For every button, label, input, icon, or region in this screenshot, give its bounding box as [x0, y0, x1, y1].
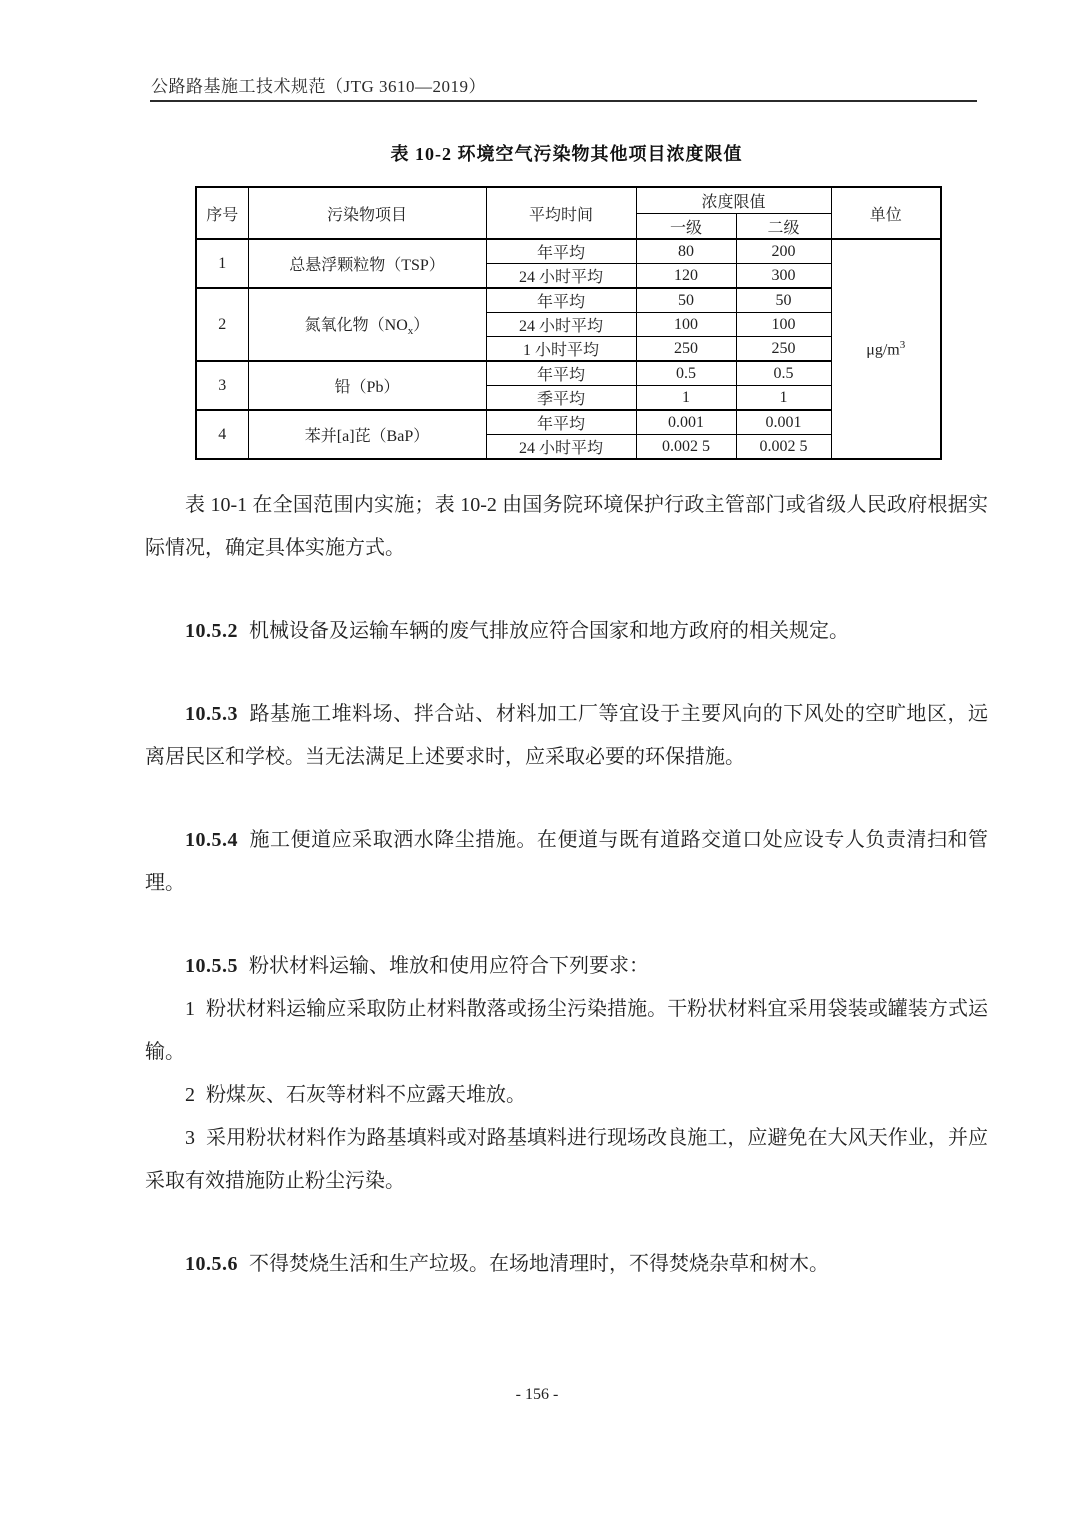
cell-pollutant: 铅（Pb） [248, 361, 486, 410]
cell-level1: 0.001 [636, 410, 736, 435]
note-paragraph: 表 10-1 在全国范围内实施；表 10-2 由国务院环境保护行政主管部门或省级人民政府根据实际情况，确定具体实施方式。 [145, 494, 988, 559]
table-header-row-1 [196, 187, 941, 214]
section-number: 10.5.6 [185, 1253, 238, 1275]
cell-level1: 50 [636, 288, 736, 313]
cell-index: 3 [196, 361, 248, 410]
item-number: 3 [185, 1127, 195, 1149]
cell-index: 1 [196, 239, 248, 288]
running-header: 公路路基施工技术规范（JTG 3610—2019） [151, 77, 487, 96]
item-number: 2 [185, 1084, 195, 1106]
cell-pollutant: 总悬浮颗粒物（TSP） [248, 239, 486, 288]
col-header-level2: 二级 [736, 214, 831, 240]
cell-index: 2 [196, 288, 248, 361]
col-header-index: 序号 [196, 187, 248, 239]
cell-time: 1 小时平均 [486, 337, 636, 362]
section-text: 机械设备及运输车辆的废气排放应符合国家和地方政府的相关规定。 [249, 620, 849, 642]
cell-level2: 200 [736, 239, 831, 264]
item-text: 粉状材料运输应采取防止材料散落或扬尘污染措施。干粉状材料宜采用袋装或罐装方式运输。 [145, 998, 988, 1063]
section-text: 路基施工堆料场、拌合站、材料加工厂等宜设于主要风向的下风处的空旷地区，远离居民区和学校。当无法满足上述要求时，应采取必要的环保措施。 [145, 703, 988, 768]
section-number: 10.5.5 [185, 955, 238, 977]
section-10-5-4 [145, 819, 988, 905]
cell-level2: 250 [736, 337, 831, 362]
unit-value-cell [831, 239, 941, 459]
cell-level2: 0.001 [736, 410, 831, 435]
list-item-2 [145, 1074, 988, 1117]
col-header-pollutant: 污染物项目 [248, 187, 486, 239]
cell-time: 24 小时平均 [486, 264, 636, 289]
cell-time: 24 小时平均 [486, 435, 636, 460]
cell-time: 年平均 [486, 361, 636, 386]
cell-index: 4 [196, 410, 248, 459]
cell-time: 季平均 [486, 386, 636, 411]
section-10-5-3 [145, 693, 988, 779]
table-row [196, 361, 941, 386]
cell-level2: 0.002 5 [736, 435, 831, 460]
col-header-limit: 浓度限值 [636, 187, 831, 214]
cell-pollutant: 氮氧化物$(NO_x)$ [248, 288, 486, 361]
limits-table [195, 186, 942, 460]
cell-time: 年平均 [486, 410, 636, 435]
cell-level2: 1 [736, 386, 831, 411]
list-item-1 [145, 988, 988, 1074]
cell-time: 24 小时平均 [486, 313, 636, 337]
cell-level1: 120 [636, 264, 736, 289]
cell-time: 年平均 [486, 288, 636, 313]
cell-pollutant: 苯并[a]芘（BaP） [248, 410, 486, 459]
list-item-3 [145, 1117, 988, 1203]
section-10-5-6 [145, 1243, 988, 1286]
cell-level1: 1 [636, 386, 736, 411]
header-rule [150, 100, 977, 102]
section-text: 粉状材料运输、堆放和使用应符合下列要求： [249, 955, 649, 977]
cell-level1: 0.5 [636, 361, 736, 386]
section-text: 施工便道应采取洒水降尘措施。在便道与既有道路交道口处应设专人负责清扫和管理。 [145, 829, 988, 894]
section-10-5-5 [145, 945, 988, 988]
cell-level2: 0.5 [736, 361, 831, 386]
item-text: 粉煤灰、石灰等材料不应露天堆放。 [206, 1084, 526, 1106]
section-text: 不得焚烧生活和生产垃圾。在场地清理时，不得焚烧杂草和树木。 [249, 1253, 829, 1275]
col-header-level1: 一级 [636, 214, 736, 240]
section-10-5-2 [145, 610, 988, 653]
unit-base: μg/m [866, 341, 900, 359]
unit-exponent: 3 [899, 338, 906, 351]
table-row [196, 288, 941, 313]
cell-level1: 0.002 5 [636, 435, 736, 460]
item-text: 采用粉状材料作为路基填料或对路基填料进行现场改良施工，应避免在大风天作业，并应采取有效措施防止粉尘污染。 [145, 1127, 988, 1192]
col-header-unit: 单位 [831, 187, 941, 239]
cell-level1: 100 [636, 313, 736, 337]
section-number: 10.5.2 [185, 620, 238, 642]
page-number: - 156 - [515, 1386, 559, 1403]
cell-time: 年平均 [486, 239, 636, 264]
cell-level2: 100 [736, 313, 831, 337]
table-caption: 表 10-2 环境空气污染物其他项目浓度限值 [390, 144, 743, 164]
document-body [145, 140, 988, 1286]
table-row [196, 410, 941, 435]
cell-level2: 300 [736, 264, 831, 289]
item-number: 1 [185, 998, 195, 1020]
cell-level1: 250 [636, 337, 736, 362]
table-row [196, 239, 941, 264]
cell-level2: 50 [736, 288, 831, 313]
col-header-avg-time: 平均时间 [486, 187, 636, 239]
cell-level1: 80 [636, 239, 736, 264]
section-number: 10.5.3 [185, 703, 238, 725]
section-number: 10.5.4 [185, 829, 238, 851]
